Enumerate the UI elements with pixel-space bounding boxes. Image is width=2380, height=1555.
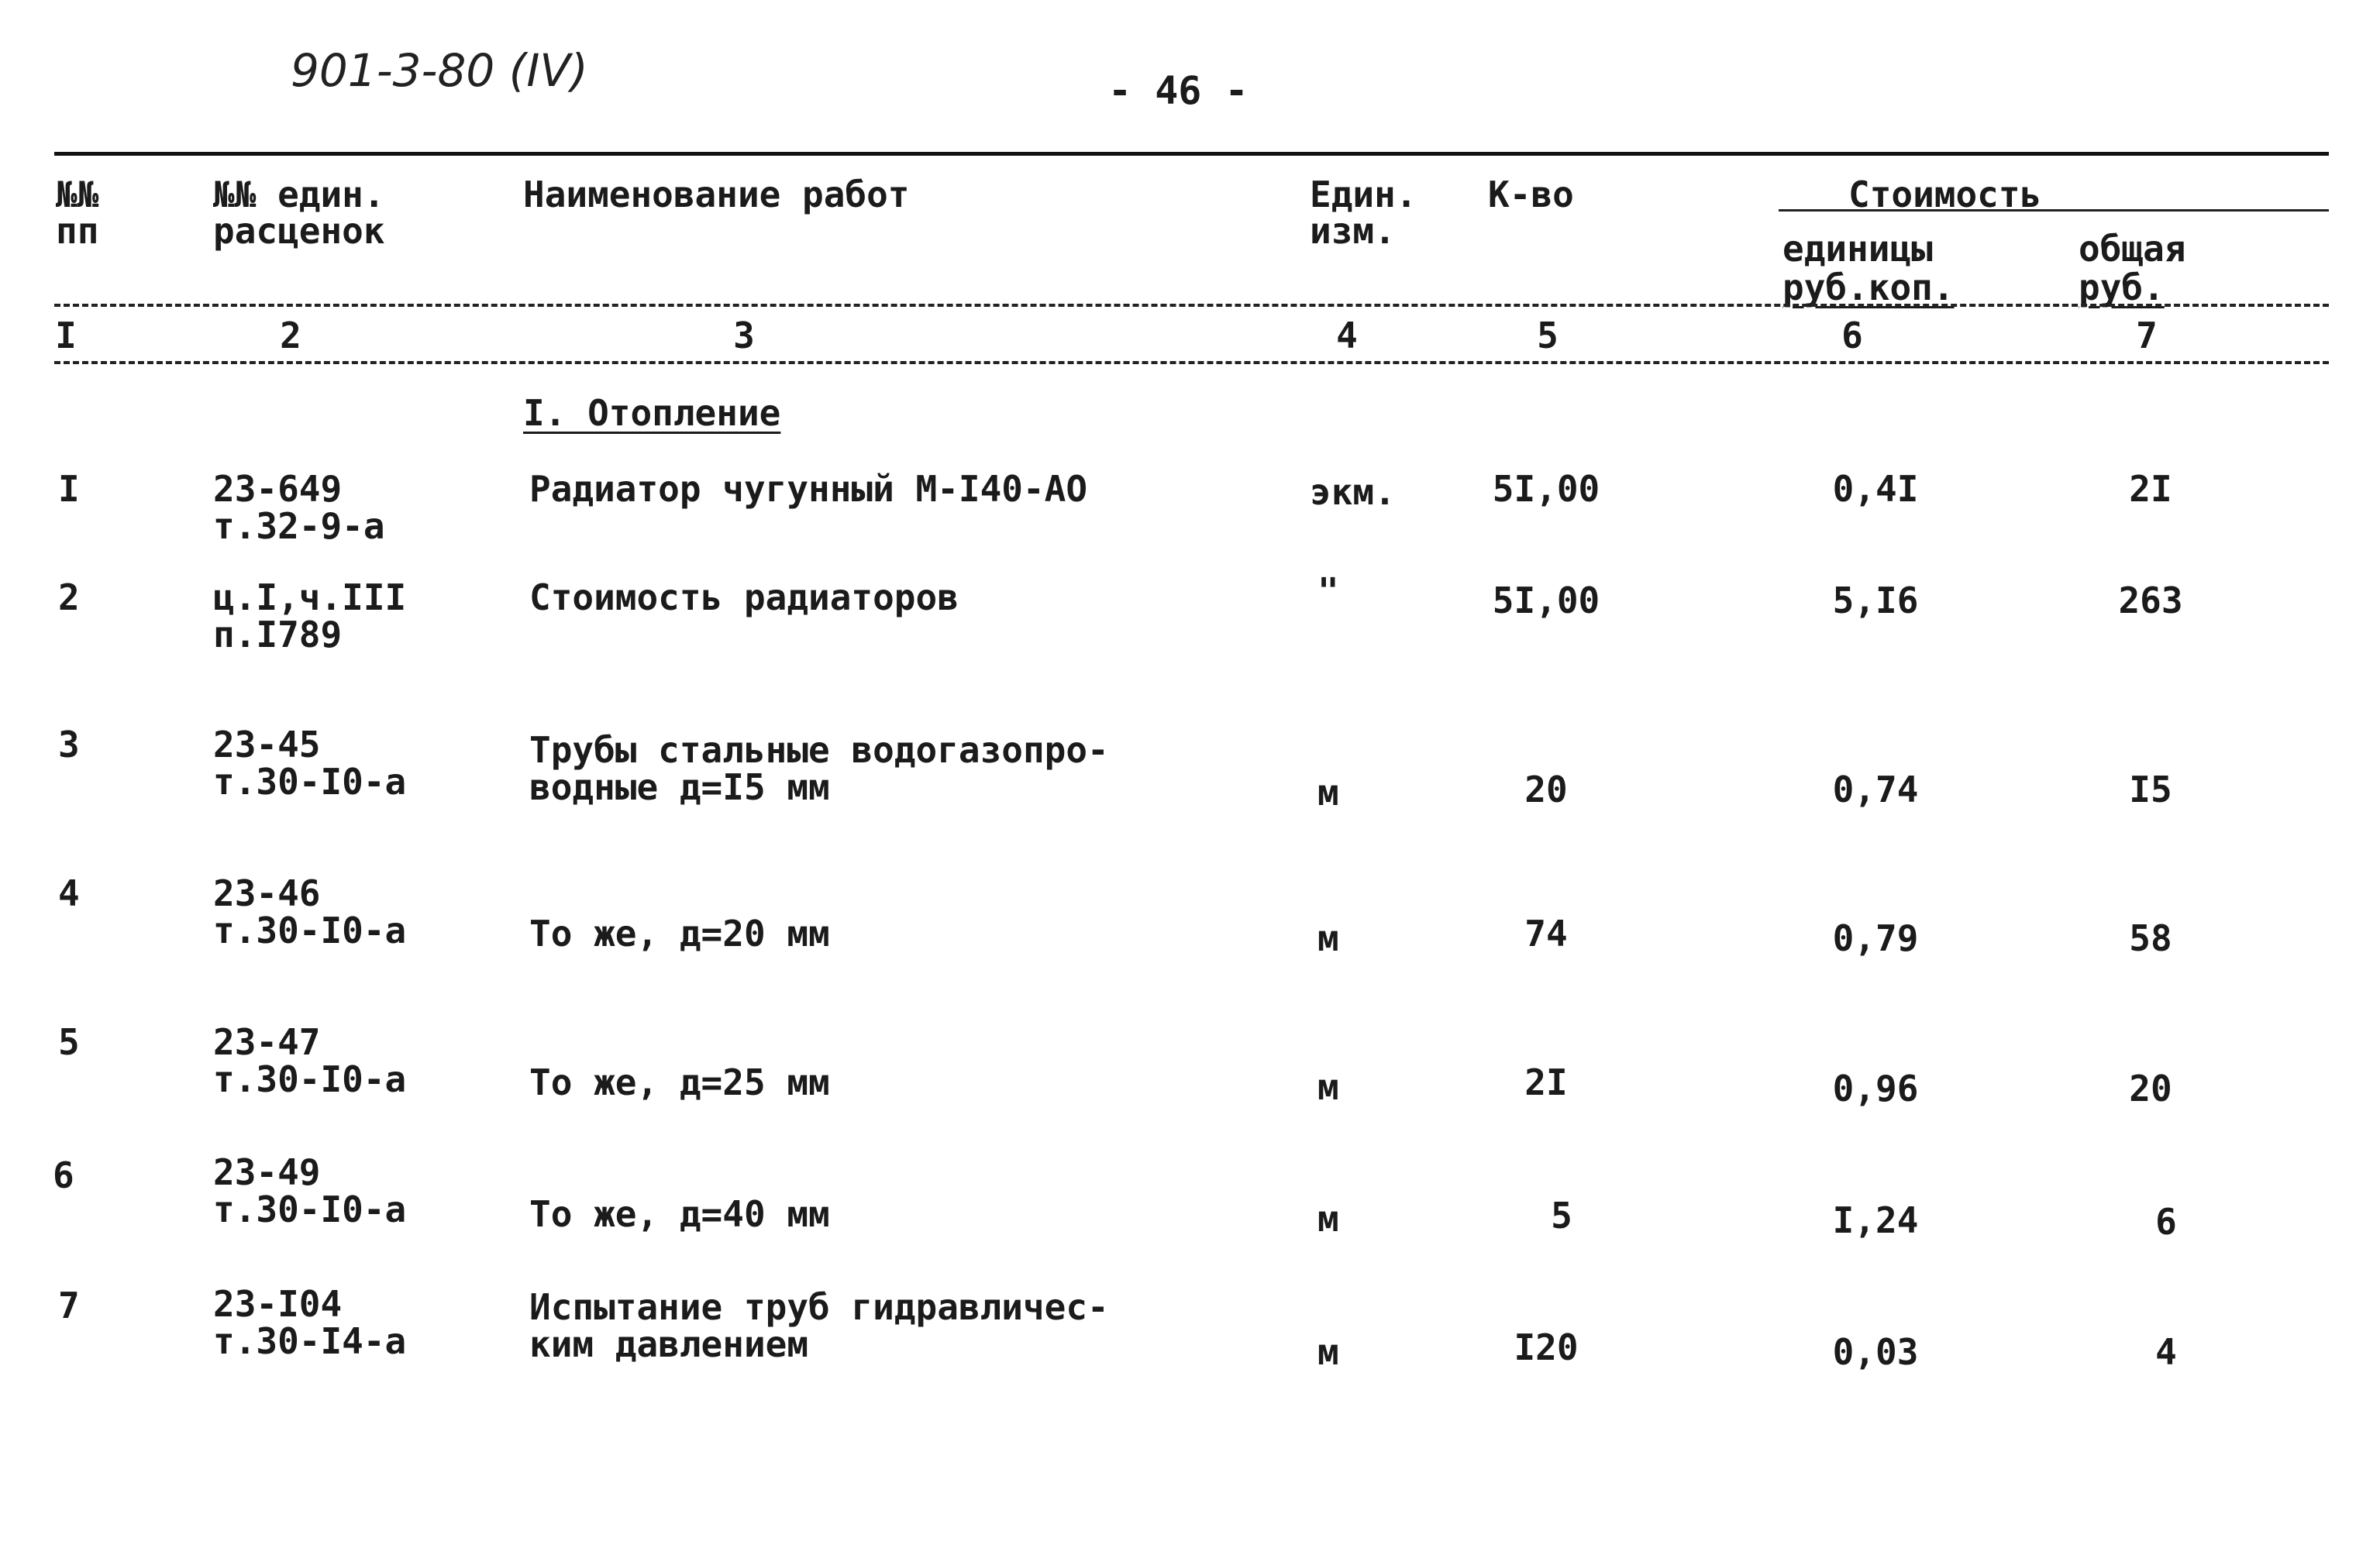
- unit-cost: 0,74: [1832, 769, 1919, 810]
- row-number: 4: [58, 872, 80, 914]
- work-name: То же, д=20 мм: [529, 913, 830, 955]
- rate-table-ref: т.32-9-а: [213, 505, 385, 547]
- unit: м: [1317, 1066, 1339, 1108]
- rate-table-ref: т.30-I0-а: [213, 1058, 407, 1100]
- quantity: 74: [1524, 913, 1568, 955]
- column-number-7: 7: [2136, 315, 2158, 356]
- rate-table-ref: т.30-I0-а: [213, 761, 407, 803]
- rate-code: 23-47: [213, 1021, 321, 1063]
- document-code: 901-3-80 (IV): [291, 44, 588, 97]
- rate-code: 23-49: [213, 1151, 321, 1193]
- header-col1-line2: пп: [56, 210, 99, 252]
- unit-cost: 5,I6: [1832, 580, 1919, 621]
- rate-table-ref: п.I789: [213, 614, 343, 655]
- header-col2-line1: №№ един.: [213, 174, 385, 215]
- rate-table-ref: т.30-I4-а: [213, 1320, 407, 1362]
- section-title: I. Отопление: [523, 392, 781, 434]
- rate-code: 23-45: [213, 724, 321, 765]
- page-number: - 46 -: [1108, 68, 1249, 113]
- quantity: 5I,00: [1492, 580, 1600, 621]
- header-col7-line1: общая: [2079, 228, 2186, 270]
- work-name-cont: водные д=I5 мм: [529, 766, 830, 808]
- rate-code: 23-649: [213, 468, 343, 510]
- column-number-4: 4: [1336, 315, 1358, 356]
- work-name: Стоимость радиаторов: [529, 576, 959, 618]
- work-name: То же, д=25 мм: [529, 1061, 830, 1103]
- total-cost: 4: [2155, 1331, 2177, 1373]
- work-name: Трубы стальные водогазопро-: [529, 729, 1109, 771]
- unit: м: [1317, 917, 1339, 959]
- column-number-5: 5: [1537, 315, 1559, 356]
- unit: экм.: [1310, 471, 1396, 513]
- row-number: 2: [58, 576, 80, 618]
- work-name: Испытание труб гидравличес-: [529, 1286, 1109, 1328]
- total-cost: I5: [2129, 769, 2172, 810]
- work-name: Радиатор чугунный М-I40-АО: [529, 468, 1088, 510]
- quantity: 5: [1551, 1195, 1572, 1237]
- total-cost: 2I: [2129, 468, 2172, 510]
- quantity: I20: [1514, 1326, 1579, 1368]
- header-rule: [54, 304, 2329, 307]
- rate-table-ref: т.30-I0-а: [213, 910, 407, 951]
- header-col4-line1: Един.: [1310, 174, 1417, 215]
- quantity: 20: [1524, 769, 1568, 810]
- cost-group-rule: [1779, 209, 2329, 212]
- unit-cost: 0,79: [1832, 917, 1919, 959]
- header-col3: Наименование работ: [523, 174, 910, 215]
- work-name: То же, д=40 мм: [529, 1193, 830, 1235]
- quantity: 5I,00: [1492, 468, 1600, 510]
- column-number-3: 3: [733, 315, 755, 356]
- unit-cost: 0,4I: [1832, 468, 1919, 510]
- unit: м: [1317, 772, 1339, 814]
- header-col6-line2: руб.коп.: [1782, 267, 1955, 308]
- unit: ": [1317, 570, 1339, 612]
- work-name-cont: ким давлением: [529, 1323, 809, 1365]
- header-col7-line2: руб.: [2079, 267, 2165, 308]
- header-cost-group: Стоимость: [1848, 174, 2042, 215]
- rate-code: ц.I,ч.III: [213, 576, 407, 618]
- header-col6-line1: единицы: [1782, 228, 1933, 270]
- quantity: 2I: [1524, 1061, 1568, 1103]
- total-cost: 6: [2155, 1201, 2177, 1243]
- column-number-2: 2: [280, 315, 301, 356]
- row-number: I: [58, 468, 80, 510]
- rate-table-ref: т.30-I0-а: [213, 1189, 407, 1230]
- row-number: 5: [58, 1021, 80, 1063]
- column-number-6: 6: [1841, 315, 1863, 356]
- header-col4-line2: изм.: [1310, 210, 1396, 252]
- header-col2-line2: расценок: [213, 210, 385, 252]
- rate-code: 23-I04: [213, 1283, 343, 1325]
- total-cost: 58: [2129, 917, 2172, 959]
- total-cost: 20: [2129, 1068, 2172, 1109]
- column-numbers-rule: [54, 361, 2329, 364]
- row-number: 7: [58, 1285, 80, 1326]
- unit-cost: 0,03: [1832, 1331, 1919, 1373]
- row-number: 6: [53, 1154, 74, 1196]
- unit-cost: I,24: [1832, 1199, 1919, 1241]
- header-col5: К-во: [1488, 174, 1574, 215]
- total-cost: 263: [2118, 580, 2183, 621]
- unit: м: [1317, 1331, 1339, 1373]
- rate-code: 23-46: [213, 872, 321, 914]
- row-number: 3: [58, 724, 80, 765]
- unit: м: [1317, 1198, 1339, 1240]
- top-rule: [54, 152, 2329, 156]
- column-number-1: I: [55, 315, 77, 356]
- unit-cost: 0,96: [1832, 1068, 1919, 1109]
- header-col1-line1: №№: [56, 174, 99, 215]
